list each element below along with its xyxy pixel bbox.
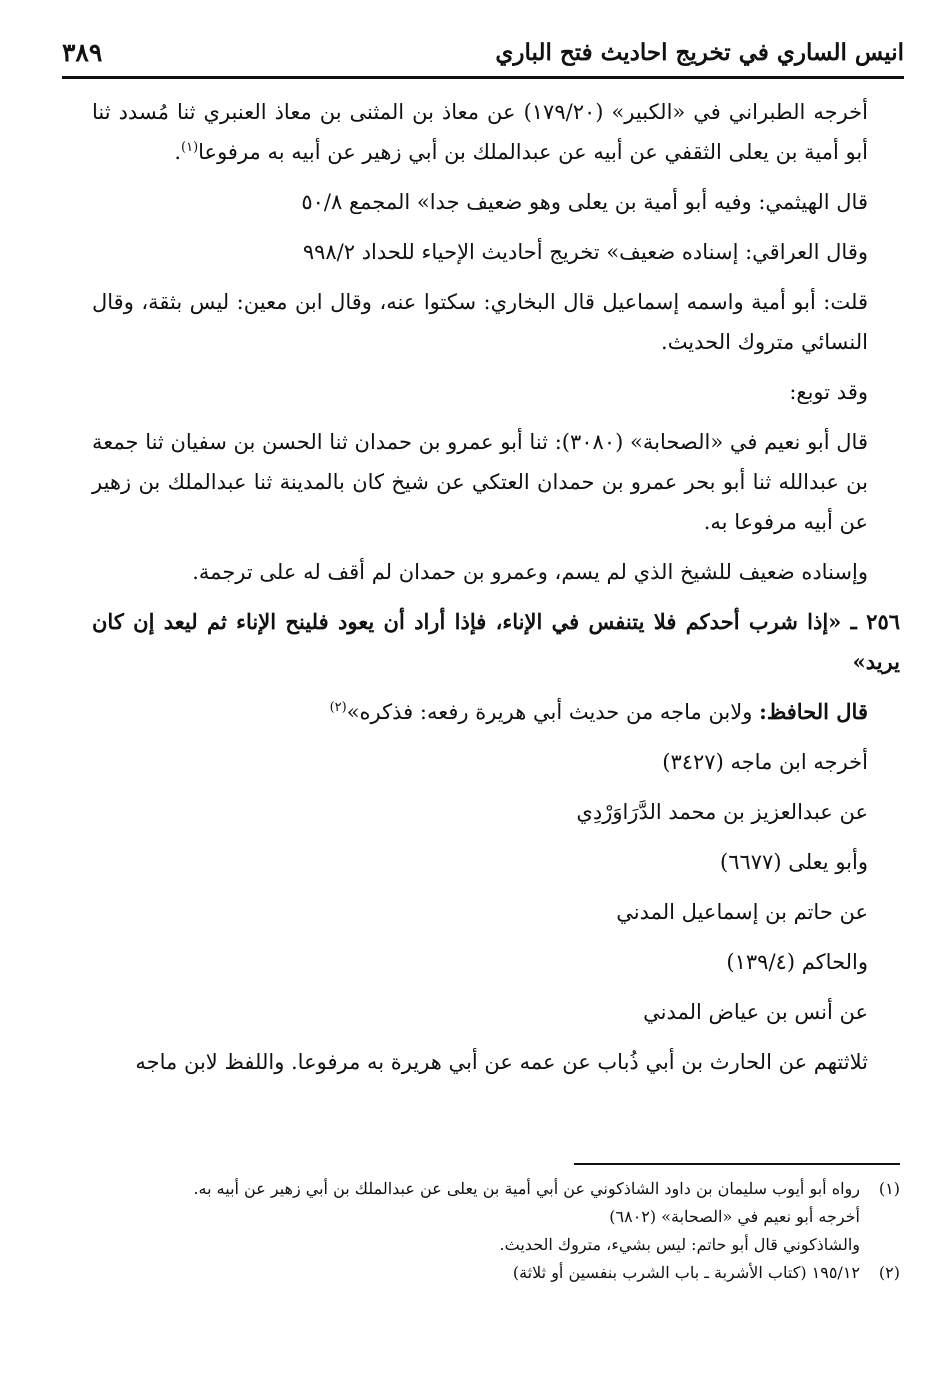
paragraph-tabarani: أخرجه الطبراني في «الكبير» (١٧٩/٢٠) عن معاذ بن المثنى بن معاذ العنبري ثنا مُسدد ثنا أبو أمية بن يعلى الثقفي عن أبيه عن عبدالملك بن أبي زهير عن أبيه به مرفوعا$^{(١)}$. <box>92 100 869 164</box>
footnote-1-line: أخرجه أبو نعيم في «الصحابة» (٦٨٠٢) <box>609 1207 860 1226</box>
paragraph-tubia: وقد توبع: <box>789 380 868 404</box>
footnote-text: رواه أبو أيوب سليمان بن داود الشاذكوني عن أبي أمية بن يعلى عن عبدالملك بن أبي زهير عن أبيه به. <box>193 1179 860 1198</box>
source-line: أخرجه ابن ماجه (٣٤٢٧) <box>662 750 868 774</box>
source-line: ثلاثتهم عن الحارث بن أبي ذُباب عن عمه عن أبي هريرة به مرفوعا. واللفظ لابن ماجه <box>135 1050 868 1074</box>
main-text <box>92 92 900 1082</box>
source-line: عن حاتم بن إسماعيل المدني <box>616 900 868 924</box>
page-number: ٣٨٩ <box>62 37 103 67</box>
book-title: انيس الساري في تخريج احاديث فتح الباري <box>495 38 904 66</box>
hadith-number: ٢٥٦ <box>866 609 901 634</box>
hafiz-text: ولابن ماجه من حديث أبي هريرة رفعه: فذكره» <box>346 700 760 724</box>
source-line: عن أنس بن عياض المدني <box>643 1000 868 1024</box>
header-rule <box>62 76 904 79</box>
paragraph-isnad: وإسناده ضعيف للشيخ الذي لم يسم، وعمرو بن حمدان لم أقف له على ترجمة. <box>192 560 868 584</box>
footnote-text: ١٩٥/١٢ (كتاب الأشربة ـ باب الشرب بنفسين أو ثلاثة) <box>512 1263 860 1282</box>
hafiz-label: قال الحافظ: <box>759 699 868 724</box>
hadith-text: ـ «إذا شرب أحدكم فلا يتنفس في الإناء، فإذا أراد أن يعود فلينح الإناء ثم ليعد إن كان يريد» <box>92 609 900 674</box>
footnote-2 <box>92 1259 900 1287</box>
footnote-marker-1[interactable]: (١) <box>181 140 199 155</box>
source-line: والحاكم (١٣٩/٤) <box>726 950 868 974</box>
footnotes <box>92 1175 900 1287</box>
footnote-1 <box>92 1175 900 1203</box>
footnote-number: (٢) <box>878 1263 900 1282</box>
hadith-heading <box>92 602 900 682</box>
hafiz-paragraph <box>92 692 900 732</box>
paragraph-qultu: قلت: أبو أمية واسمه إسماعيل قال البخاري: سكتوا عنه، وقال ابن معين: ليس بثقة، وقال النسائي متروك الحديث. <box>92 290 868 354</box>
paragraph-haythami: قال الهيثمي: وفيه أبو أمية بن يعلى وهو ضعيف جدا» المجمع ٥٠/٨ <box>301 190 868 214</box>
footnote-number: (١) <box>878 1179 900 1198</box>
source-line: عن عبدالعزيز بن محمد الدَّرَاوَرْدِي <box>576 800 868 824</box>
footnote-1-line: والشاذكوني قال أبو حاتم: ليس بشيء، متروك الحديث. <box>499 1235 860 1254</box>
paragraph-iraqi: وقال العراقي: إسناده ضعيف» تخريج أحاديث الإحياء للحداد ٩٩٨/٢ <box>302 240 868 264</box>
running-header <box>62 30 904 74</box>
paragraph-abu-nuaym: قال أبو نعيم في «الصحابة» (٣٠٨٠): ثنا أبو عمرو بن حمدان ثنا الحسن بن سفيان ثنا جمعة بن عبدالله ثنا أبو بحر عمرو بن حمدان العتكي عن شيخ كان بالمدينة ثنا عبدالملك بن زهير عن أبيه مرفوعا به. <box>92 430 868 534</box>
footnote-marker-2[interactable]: (٢) <box>329 700 347 715</box>
source-line: وأبو يعلى (٦٦٧٧) <box>720 850 868 874</box>
footnote-rule <box>574 1163 900 1165</box>
